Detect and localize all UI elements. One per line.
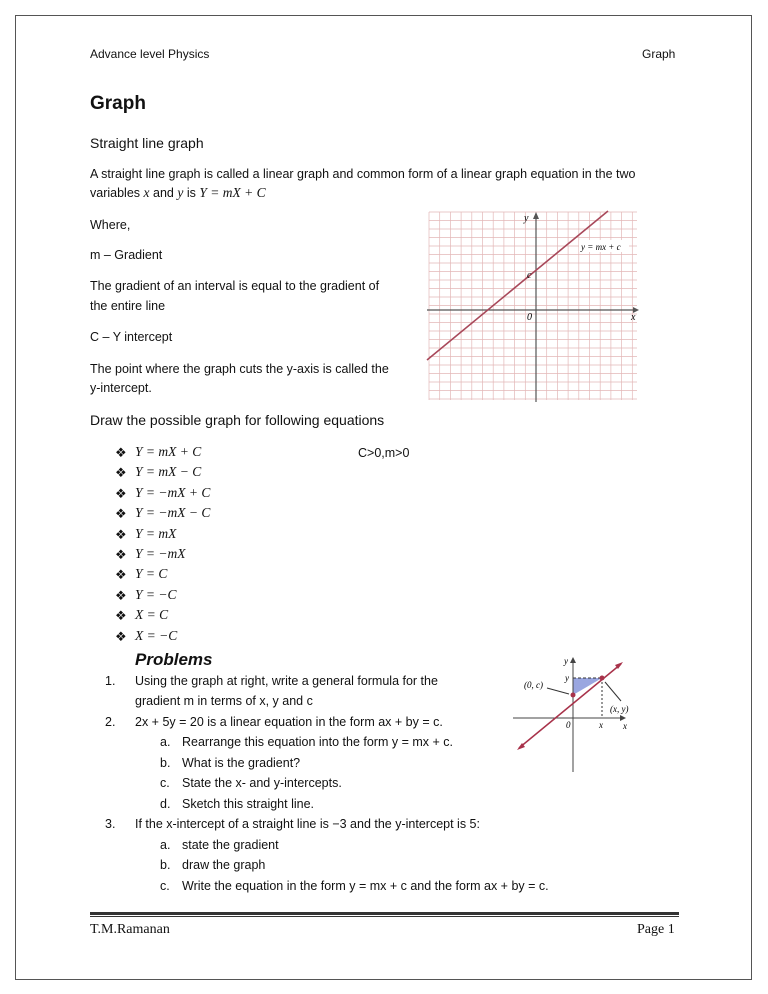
equation-note: C>0,m>0 <box>358 446 410 460</box>
problem-number: 3. <box>105 817 116 832</box>
pointer-line <box>605 682 621 701</box>
origin-label: 0 <box>566 720 571 730</box>
equation-item: Y = −mX − C <box>135 505 211 521</box>
xy-point-label: (x, y) <box>610 704 629 714</box>
gradient-desc-2: the entire line <box>90 299 166 313</box>
draw-heading: Draw the possible graph for following equations <box>90 412 385 428</box>
line-equation-label: y = mx + c <box>581 242 621 252</box>
intro-line-2 <box>90 185 266 201</box>
y-tick-label: y <box>565 673 569 683</box>
intercept-point-label: (0, c) <box>524 680 543 690</box>
equation-item: Y = mX <box>135 525 177 541</box>
problem-number: 2. <box>105 714 116 729</box>
equation-item: Y = mX − C <box>135 464 202 480</box>
diamond-bullet-icon: ❖ <box>115 547 127 562</box>
y-axis-arrow-icon <box>570 657 576 663</box>
intercept-label: C – Y intercept <box>90 330 173 344</box>
problem-number: 1. <box>105 674 116 688</box>
diamond-bullet-icon: ❖ <box>115 506 127 522</box>
page-title: Graph <box>90 93 146 114</box>
intro-line-1: A straight line graph is called a linear graph and common form of a linear graph equation in the two <box>90 167 636 181</box>
intro-text: variables <box>90 186 141 200</box>
intro-text: is <box>186 186 196 200</box>
subproblem-text: Rearrange this equation into the form y = mx + c. <box>182 734 453 749</box>
subproblem-label: b. <box>160 858 171 873</box>
gradient-desc-1: The gradient of an interval is equal to the gradient of <box>90 279 380 293</box>
diamond-bullet-icon: ❖ <box>115 445 127 460</box>
x-axis-label: x <box>623 721 627 731</box>
diamond-bullet-icon: ❖ <box>115 485 127 501</box>
intercept-label: c <box>527 270 532 281</box>
linear-equation: Y = mX + C <box>199 185 266 200</box>
linear-graph-figure <box>425 208 641 402</box>
gradient-label: m – Gradient <box>90 248 163 262</box>
subtitle: Straight line graph <box>90 135 204 151</box>
subproblem-label: d. <box>160 796 171 811</box>
header-left: Advance level Physics <box>90 47 210 61</box>
subproblem-label: c. <box>160 776 170 791</box>
x-tick-label: x <box>599 720 603 730</box>
equation-item: X = −C <box>135 627 178 643</box>
diamond-bullet-icon: ❖ <box>115 628 127 644</box>
x-axis-label: x <box>631 312 636 323</box>
equation-item: Y = −mX + C <box>135 484 211 500</box>
subproblem-label: a. <box>160 734 171 749</box>
origin-label: 0 <box>527 312 532 323</box>
footer-page: Page 1 <box>637 922 675 937</box>
footer-author: T.M.Ramanan <box>90 922 170 937</box>
gradient-figure <box>505 652 630 774</box>
xy-point <box>600 676 605 681</box>
intercept-point <box>571 693 576 698</box>
intercept-desc-2: y-intercept. <box>90 381 152 395</box>
subproblem-text: State the x- and y-intercepts. <box>182 776 342 791</box>
header-right: Graph <box>642 47 676 61</box>
where-label: Where, <box>90 218 131 232</box>
subproblem-text: draw the graph <box>182 858 266 873</box>
subproblem-label: a. <box>160 837 171 852</box>
equation-item: Y = −mX <box>135 546 186 561</box>
subproblem-text: Write the equation in the form y = mx + c and the form ax + by = c. <box>182 878 549 893</box>
subproblem-text: state the gradient <box>182 837 279 852</box>
equation-item: X = C <box>135 607 169 623</box>
equation-item: Y = C <box>135 566 168 582</box>
line <box>519 664 621 748</box>
pointer-line <box>547 688 569 694</box>
intro-text: and <box>153 186 174 200</box>
diamond-bullet-icon: ❖ <box>115 567 127 583</box>
y-axis-arrow-icon <box>533 212 539 219</box>
problem-text: 2x + 5y = 20 is a linear equation in the form ax + by = c. <box>135 714 443 729</box>
problem-text: If the x-intercept of a straight line is −3 and the y-intercept is 5: <box>135 817 480 832</box>
problem-text: gradient m in terms of x, y and c <box>135 694 313 709</box>
diamond-bullet-icon: ❖ <box>115 608 127 624</box>
diamond-bullet-icon: ❖ <box>115 587 127 603</box>
var-y: y <box>177 185 184 200</box>
y-axis-label: y <box>564 656 568 666</box>
equation-item: Y = −C <box>135 586 177 602</box>
intercept-desc-1: The point where the graph cuts the y-axis is called the <box>90 362 389 376</box>
subproblem-text: Sketch this straight line. <box>182 796 315 811</box>
line-y-mx-c <box>427 211 608 360</box>
footer-rule <box>90 916 679 917</box>
problems-heading: Problems <box>135 650 213 669</box>
equation-item: Y = mX + C <box>135 444 202 459</box>
y-axis-label: y <box>524 213 529 224</box>
subproblem-label: b. <box>160 755 171 770</box>
subproblem-label: c. <box>160 878 170 893</box>
diamond-bullet-icon: ❖ <box>115 465 127 481</box>
var-x: x <box>143 185 150 200</box>
problem-text: Using the graph at right, write a general formula for the <box>135 674 438 688</box>
diamond-bullet-icon: ❖ <box>115 526 127 542</box>
footer-rule <box>90 912 679 915</box>
subproblem-text: What is the gradient? <box>182 755 301 770</box>
